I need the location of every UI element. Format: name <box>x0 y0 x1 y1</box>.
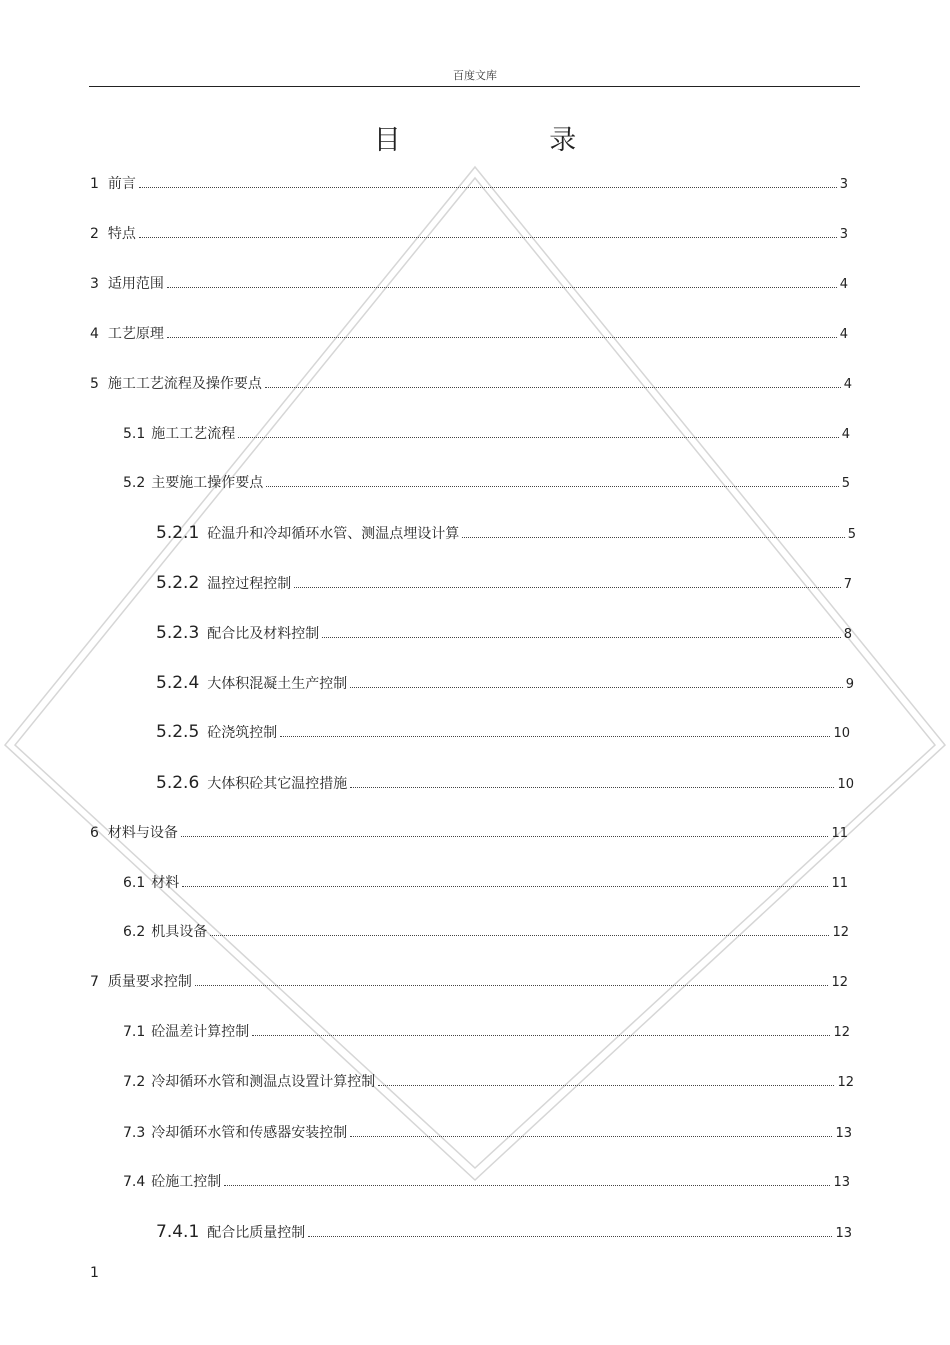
toc-dot-leader <box>167 286 837 288</box>
toc-entry-page: 7 <box>843 577 852 592</box>
toc-entry[interactable] <box>90 971 848 991</box>
toc-entry-title: 前言 <box>107 176 136 192</box>
toc-dot-leader <box>294 586 840 588</box>
toc-entry-number: 5.2.4 <box>156 673 200 693</box>
toc-entry[interactable] <box>156 573 852 593</box>
toc-entry-title: 砼温升和冷却循环水管、测温点埋设计算 <box>207 526 460 542</box>
toc-entry[interactable] <box>90 373 852 393</box>
toc-entry-number: 5.1 <box>123 426 146 442</box>
toc-entry-page: 3 <box>839 227 848 242</box>
toc-entry-title: 冷却循环水管和测温点设置计算控制 <box>151 1074 376 1090</box>
toc-entry-title: 冷却循环水管和传感器安装控制 <box>151 1125 348 1141</box>
toc-dot-leader <box>252 1034 830 1036</box>
toc-entry-page: 10 <box>833 726 850 741</box>
toc-entry-title: 大体积混凝土生产控制 <box>207 676 348 692</box>
toc-entry[interactable] <box>156 773 854 793</box>
toc-dot-leader <box>266 485 838 487</box>
toc-entry-title: 质量要求控制 <box>107 974 192 990</box>
toc-entry-number: 7.4.1 <box>156 1222 200 1242</box>
toc-entry[interactable] <box>90 173 848 193</box>
toc-entry-number: 5.2.5 <box>156 722 200 742</box>
toc-dot-leader <box>238 436 838 438</box>
toc-entry-number: 5.2 <box>123 475 146 491</box>
toc-entry[interactable] <box>156 523 856 543</box>
toc-entry[interactable] <box>123 872 848 892</box>
toc-entry[interactable] <box>90 323 848 343</box>
toc-entry[interactable] <box>156 1222 852 1242</box>
toc-entry-number: 5.2.6 <box>156 773 200 793</box>
toc-entry-page: 5 <box>841 476 850 491</box>
page-header: 百度文库 <box>453 69 497 82</box>
toc-entry[interactable] <box>90 223 848 243</box>
header-rule <box>89 86 860 87</box>
toc-entry-page: 4 <box>839 327 848 342</box>
toc-dot-leader <box>308 1235 832 1237</box>
toc-entry-number: 5.2.3 <box>156 623 200 643</box>
toc-entry-page: 12 <box>832 925 849 940</box>
toc-entry-page: 12 <box>837 1075 854 1090</box>
toc-entry[interactable] <box>90 822 848 842</box>
toc-entry-page: 9 <box>845 677 854 692</box>
toc-entry[interactable] <box>156 722 850 742</box>
toc-entry-number: 1 <box>90 176 99 192</box>
toc-dot-leader <box>350 686 842 688</box>
toc-dot-leader <box>181 835 829 837</box>
toc-entry-page: 13 <box>835 1226 852 1241</box>
toc-entry-number: 3 <box>90 276 99 292</box>
toc-entry-page: 10 <box>837 777 854 792</box>
toc-entry-title: 适用范围 <box>107 276 164 292</box>
toc-entry-page: 4 <box>839 277 848 292</box>
toc-entry-page: 5 <box>847 527 856 542</box>
toc-entry-number: 5.2.2 <box>156 573 200 593</box>
toc-entry-number: 7.4 <box>123 1174 146 1190</box>
toc-entry-title: 砼温差计算控制 <box>151 1024 250 1040</box>
toc-entry-page: 4 <box>843 377 852 392</box>
toc-dot-leader <box>182 885 828 887</box>
toc-dot-leader <box>462 536 844 538</box>
toc-entry[interactable] <box>123 1122 852 1142</box>
toc-entry[interactable] <box>156 673 854 693</box>
toc-entry-number: 7 <box>90 974 99 990</box>
toc-entry[interactable] <box>156 623 852 643</box>
toc-entry-title: 机具设备 <box>151 924 208 940</box>
toc-entry[interactable] <box>123 1071 854 1091</box>
toc-entry[interactable] <box>123 472 850 492</box>
toc-dot-leader <box>265 386 841 388</box>
toc-entry-title: 配合比及材料控制 <box>207 626 320 642</box>
toc-entry-number: 6.1 <box>123 875 146 891</box>
toc-dot-leader <box>224 1184 830 1186</box>
toc-entry-title: 材料 <box>151 875 180 891</box>
toc-dot-leader <box>280 735 830 737</box>
toc-entry-page: 11 <box>831 826 848 841</box>
toc-entry-page: 3 <box>839 177 848 192</box>
toc-dot-leader <box>378 1084 834 1086</box>
toc-entry-page: 12 <box>833 1025 850 1040</box>
toc-entry-number: 7.1 <box>123 1024 146 1040</box>
toc-entry-title: 材料与设备 <box>107 825 178 841</box>
toc-dot-leader <box>350 1135 832 1137</box>
toc-entry-title: 大体积砼其它温控措施 <box>207 776 348 792</box>
toc-entry-title: 砼浇筑控制 <box>207 725 278 741</box>
toc-entry[interactable] <box>123 423 850 443</box>
toc-entry[interactable] <box>123 921 849 941</box>
toc-entry[interactable] <box>123 1171 850 1191</box>
toc-entry[interactable] <box>123 1021 850 1041</box>
toc-entry-title: 施工工艺流程及操作要点 <box>107 376 262 392</box>
toc-entry-page: 4 <box>841 427 850 442</box>
toc-entry-title: 施工工艺流程 <box>151 426 236 442</box>
toc-entry[interactable] <box>90 273 848 293</box>
toc-entry-title: 温控过程控制 <box>207 576 292 592</box>
page-title: 目 录 <box>373 125 647 156</box>
toc-entry-title: 特点 <box>107 226 136 242</box>
toc-entry-number: 4 <box>90 326 99 342</box>
toc-dot-leader <box>350 786 834 788</box>
toc-entry-page: 13 <box>833 1175 850 1190</box>
toc-entry-title: 配合比质量控制 <box>207 1225 306 1241</box>
toc-entry-number: 6 <box>90 825 99 841</box>
toc-entry-number: 2 <box>90 226 99 242</box>
toc-entry-page: 13 <box>835 1126 852 1141</box>
toc-dot-leader <box>195 984 829 986</box>
toc-entry-number: 5 <box>90 376 99 392</box>
toc-entry-title: 工艺原理 <box>107 326 164 342</box>
toc-entry-number: 6.2 <box>123 924 146 940</box>
toc-entry-title: 砼施工控制 <box>151 1174 222 1190</box>
toc-dot-leader <box>210 934 829 936</box>
toc-dot-leader <box>322 636 840 638</box>
toc-entry-page: 12 <box>831 975 848 990</box>
toc-dot-leader <box>167 336 837 338</box>
toc-entry-number: 7.2 <box>123 1074 146 1090</box>
toc-entry-number: 7.3 <box>123 1125 146 1141</box>
toc-entry-page: 11 <box>831 876 848 891</box>
toc-entry-page: 8 <box>843 627 852 642</box>
toc-entry-number: 5.2.1 <box>156 523 200 543</box>
toc-entry-title: 主要施工操作要点 <box>151 475 264 491</box>
page-number: 1 <box>90 1265 99 1281</box>
toc-dot-leader <box>139 186 837 188</box>
toc-dot-leader <box>139 236 837 238</box>
